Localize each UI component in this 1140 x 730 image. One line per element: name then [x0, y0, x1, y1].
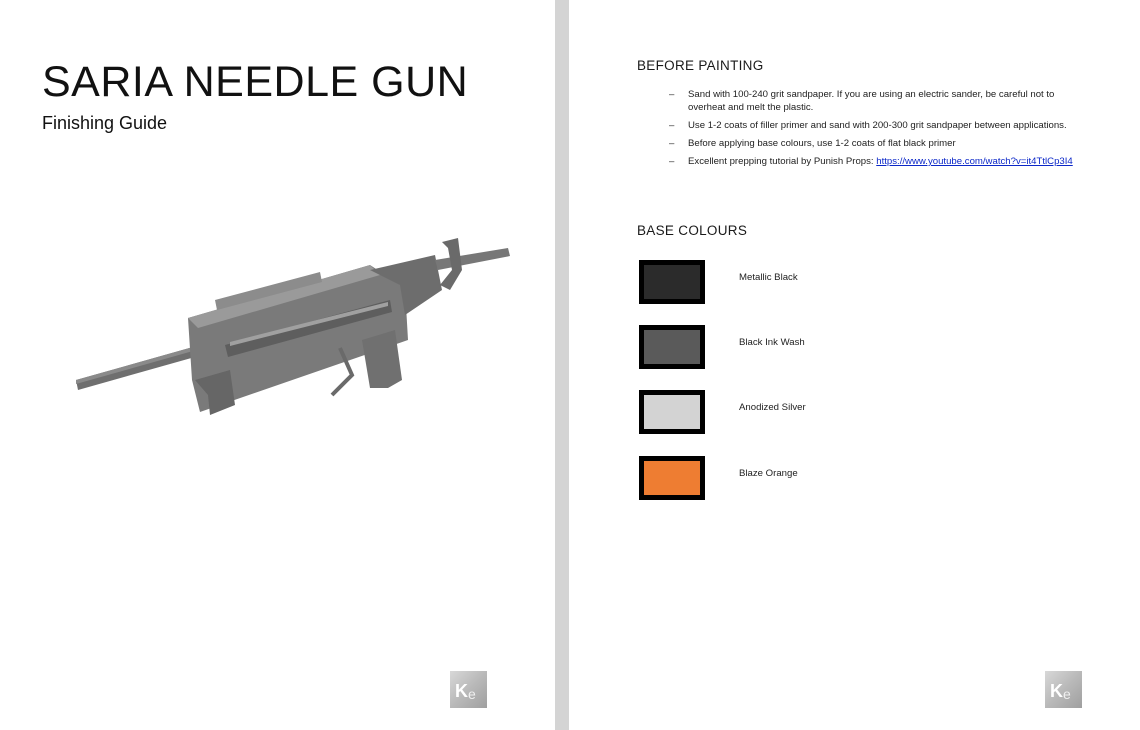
swatch-label: Anodized Silver	[739, 402, 806, 413]
swatch-row-blaze-orange	[639, 456, 939, 500]
base-colours-heading: BASE COLOURS	[637, 223, 748, 238]
list-item-text: Excellent prepping tutorial by Punish Props:	[688, 156, 877, 167]
colour-swatch	[639, 325, 705, 369]
svg-text:e: e	[468, 686, 476, 702]
swatch-label: Metallic Black	[739, 272, 798, 283]
tutorial-link[interactable]: https://www.youtube.com/watch?v=it4TtlCp3I4	[876, 156, 1073, 167]
swatch-label: Black Ink Wash	[739, 337, 805, 348]
list-item-text: Use 1-2 coats of filler primer and sand with 200-300 grit sandpaper between applications.	[688, 120, 1067, 131]
list-item-text: Before applying base colours, use 1-2 coats of flat black primer	[688, 138, 956, 149]
swatch-row-metallic-black	[639, 260, 939, 304]
list-item	[669, 119, 1089, 132]
list-item	[669, 88, 1089, 114]
colour-swatch	[639, 390, 705, 434]
bullet-marker: –	[669, 120, 675, 131]
svg-text:K: K	[455, 681, 468, 701]
bullet-marker: –	[669, 156, 675, 167]
page-left	[0, 0, 555, 730]
page-right	[569, 0, 1140, 730]
list-item	[669, 155, 1089, 168]
swatch-row-anodized-silver	[639, 390, 939, 434]
bullet-marker: –	[669, 138, 675, 149]
ke-logo-icon	[450, 671, 487, 708]
svg-text:e: e	[1063, 686, 1071, 702]
before-painting-heading: BEFORE PAINTING	[637, 58, 764, 73]
swatch-row-black-ink-wash	[639, 325, 939, 369]
colour-swatch	[639, 260, 705, 304]
list-item	[669, 137, 1089, 150]
document-title: SARIA NEEDLE GUN	[42, 58, 469, 106]
document-subtitle: Finishing Guide	[42, 113, 168, 133]
before-painting-list	[669, 88, 1089, 173]
ke-logo-icon	[1045, 671, 1082, 708]
bullet-marker: –	[669, 89, 675, 100]
svg-text:K: K	[1050, 681, 1063, 701]
swatch-label: Blaze Orange	[739, 468, 798, 479]
needle-gun-render-icon	[70, 230, 515, 425]
list-item-text: Sand with 100-240 grit sandpaper. If you are using an electric sander, be careful not to overheat and melt the plastic.	[688, 89, 1055, 113]
colour-swatch	[639, 456, 705, 500]
